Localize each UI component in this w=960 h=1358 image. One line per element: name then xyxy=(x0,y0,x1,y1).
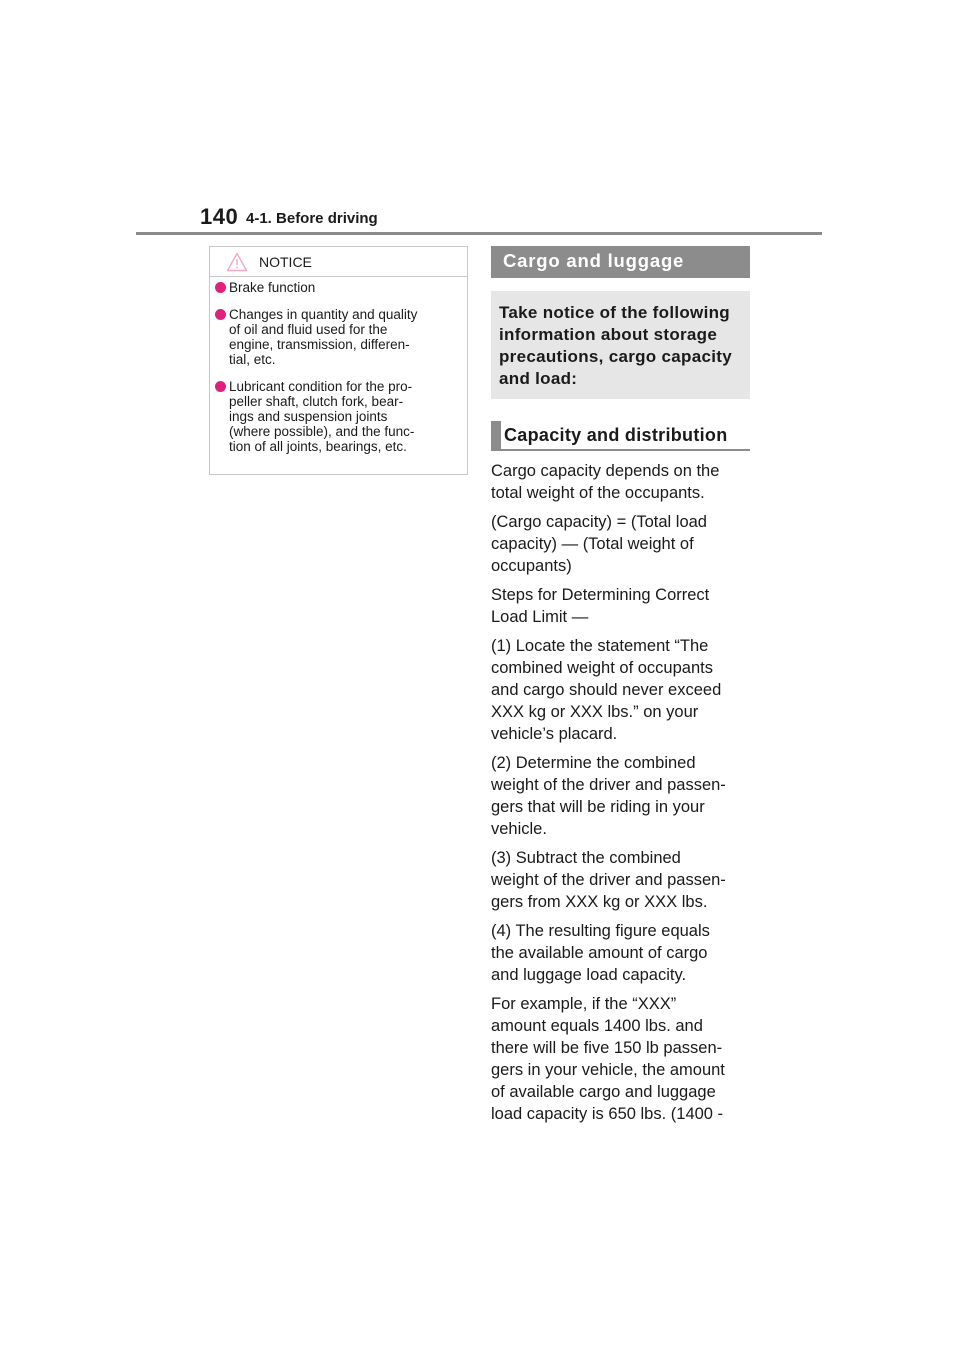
bullet-dot-icon xyxy=(215,309,226,320)
notice-box xyxy=(209,246,468,475)
page-header xyxy=(0,0,960,240)
header-rule xyxy=(136,232,822,235)
notice-item xyxy=(210,307,467,367)
capacity-subsection-title: Capacity and distribution xyxy=(491,421,750,451)
cargo-intro-box: Take notice of the following information about storage precautions, cargo capacity and load: xyxy=(491,291,750,399)
body-paragraph: Steps for Determining Correct Load Limit — xyxy=(491,586,710,626)
bullet-dot-icon xyxy=(215,381,226,392)
body-paragraph: (Cargo capacity) = (Total load capacity) — (Total weight of occupants) xyxy=(491,513,707,575)
warning-triangle-icon xyxy=(226,252,248,272)
cargo-title-band: Cargo and luggage xyxy=(491,246,750,278)
notice-label: NOTICE xyxy=(259,254,312,270)
cargo-section xyxy=(491,246,750,1132)
notice-item-text: Lubricant condition for the pro- peller shaft, clutch fork, bear- ings and suspension joints (where possible), and the func- tion of all joints, bearings, etc. xyxy=(229,379,415,454)
notice-item xyxy=(210,280,467,295)
notice-item xyxy=(210,379,467,454)
notice-item-text: Brake function xyxy=(229,280,316,295)
cargo-body-text xyxy=(491,460,750,1125)
notice-item-text: Changes in quantity and quality of oil and fluid used for the engine, transmission, differen- tial, etc. xyxy=(229,307,418,367)
body-paragraph: (1) Locate the statement “The combined weight of occupants and cargo should never exceed XXX kg or XXX lbs.” on your vehicle’s placard. xyxy=(491,637,722,743)
body-paragraph: For example, if the “XXX” amount equals 1400 lbs. and there will be five 150 lb passen- gers in your vehicle, the amount of available cargo and luggage load capacity is 650 lbs. (1400 - xyxy=(491,995,725,1123)
body-paragraph: Cargo capacity depends on the total weight of the occupants. xyxy=(491,462,720,502)
body-paragraph: (4) The resulting figure equals the available amount of cargo and luggage load capacity. xyxy=(491,922,710,984)
notice-header xyxy=(210,247,467,277)
body-paragraph: (2) Determine the combined weight of the driver and passen- gers that will be riding in your vehicle. xyxy=(491,754,726,838)
section-title: 4-1. Before driving xyxy=(246,210,378,227)
page-number: 140 xyxy=(200,204,239,229)
body-paragraph: (3) Subtract the combined weight of the driver and passen- gers from XXX kg or XXX lbs. xyxy=(491,849,726,911)
bullet-dot-icon xyxy=(215,282,226,293)
notice-list xyxy=(210,280,467,466)
